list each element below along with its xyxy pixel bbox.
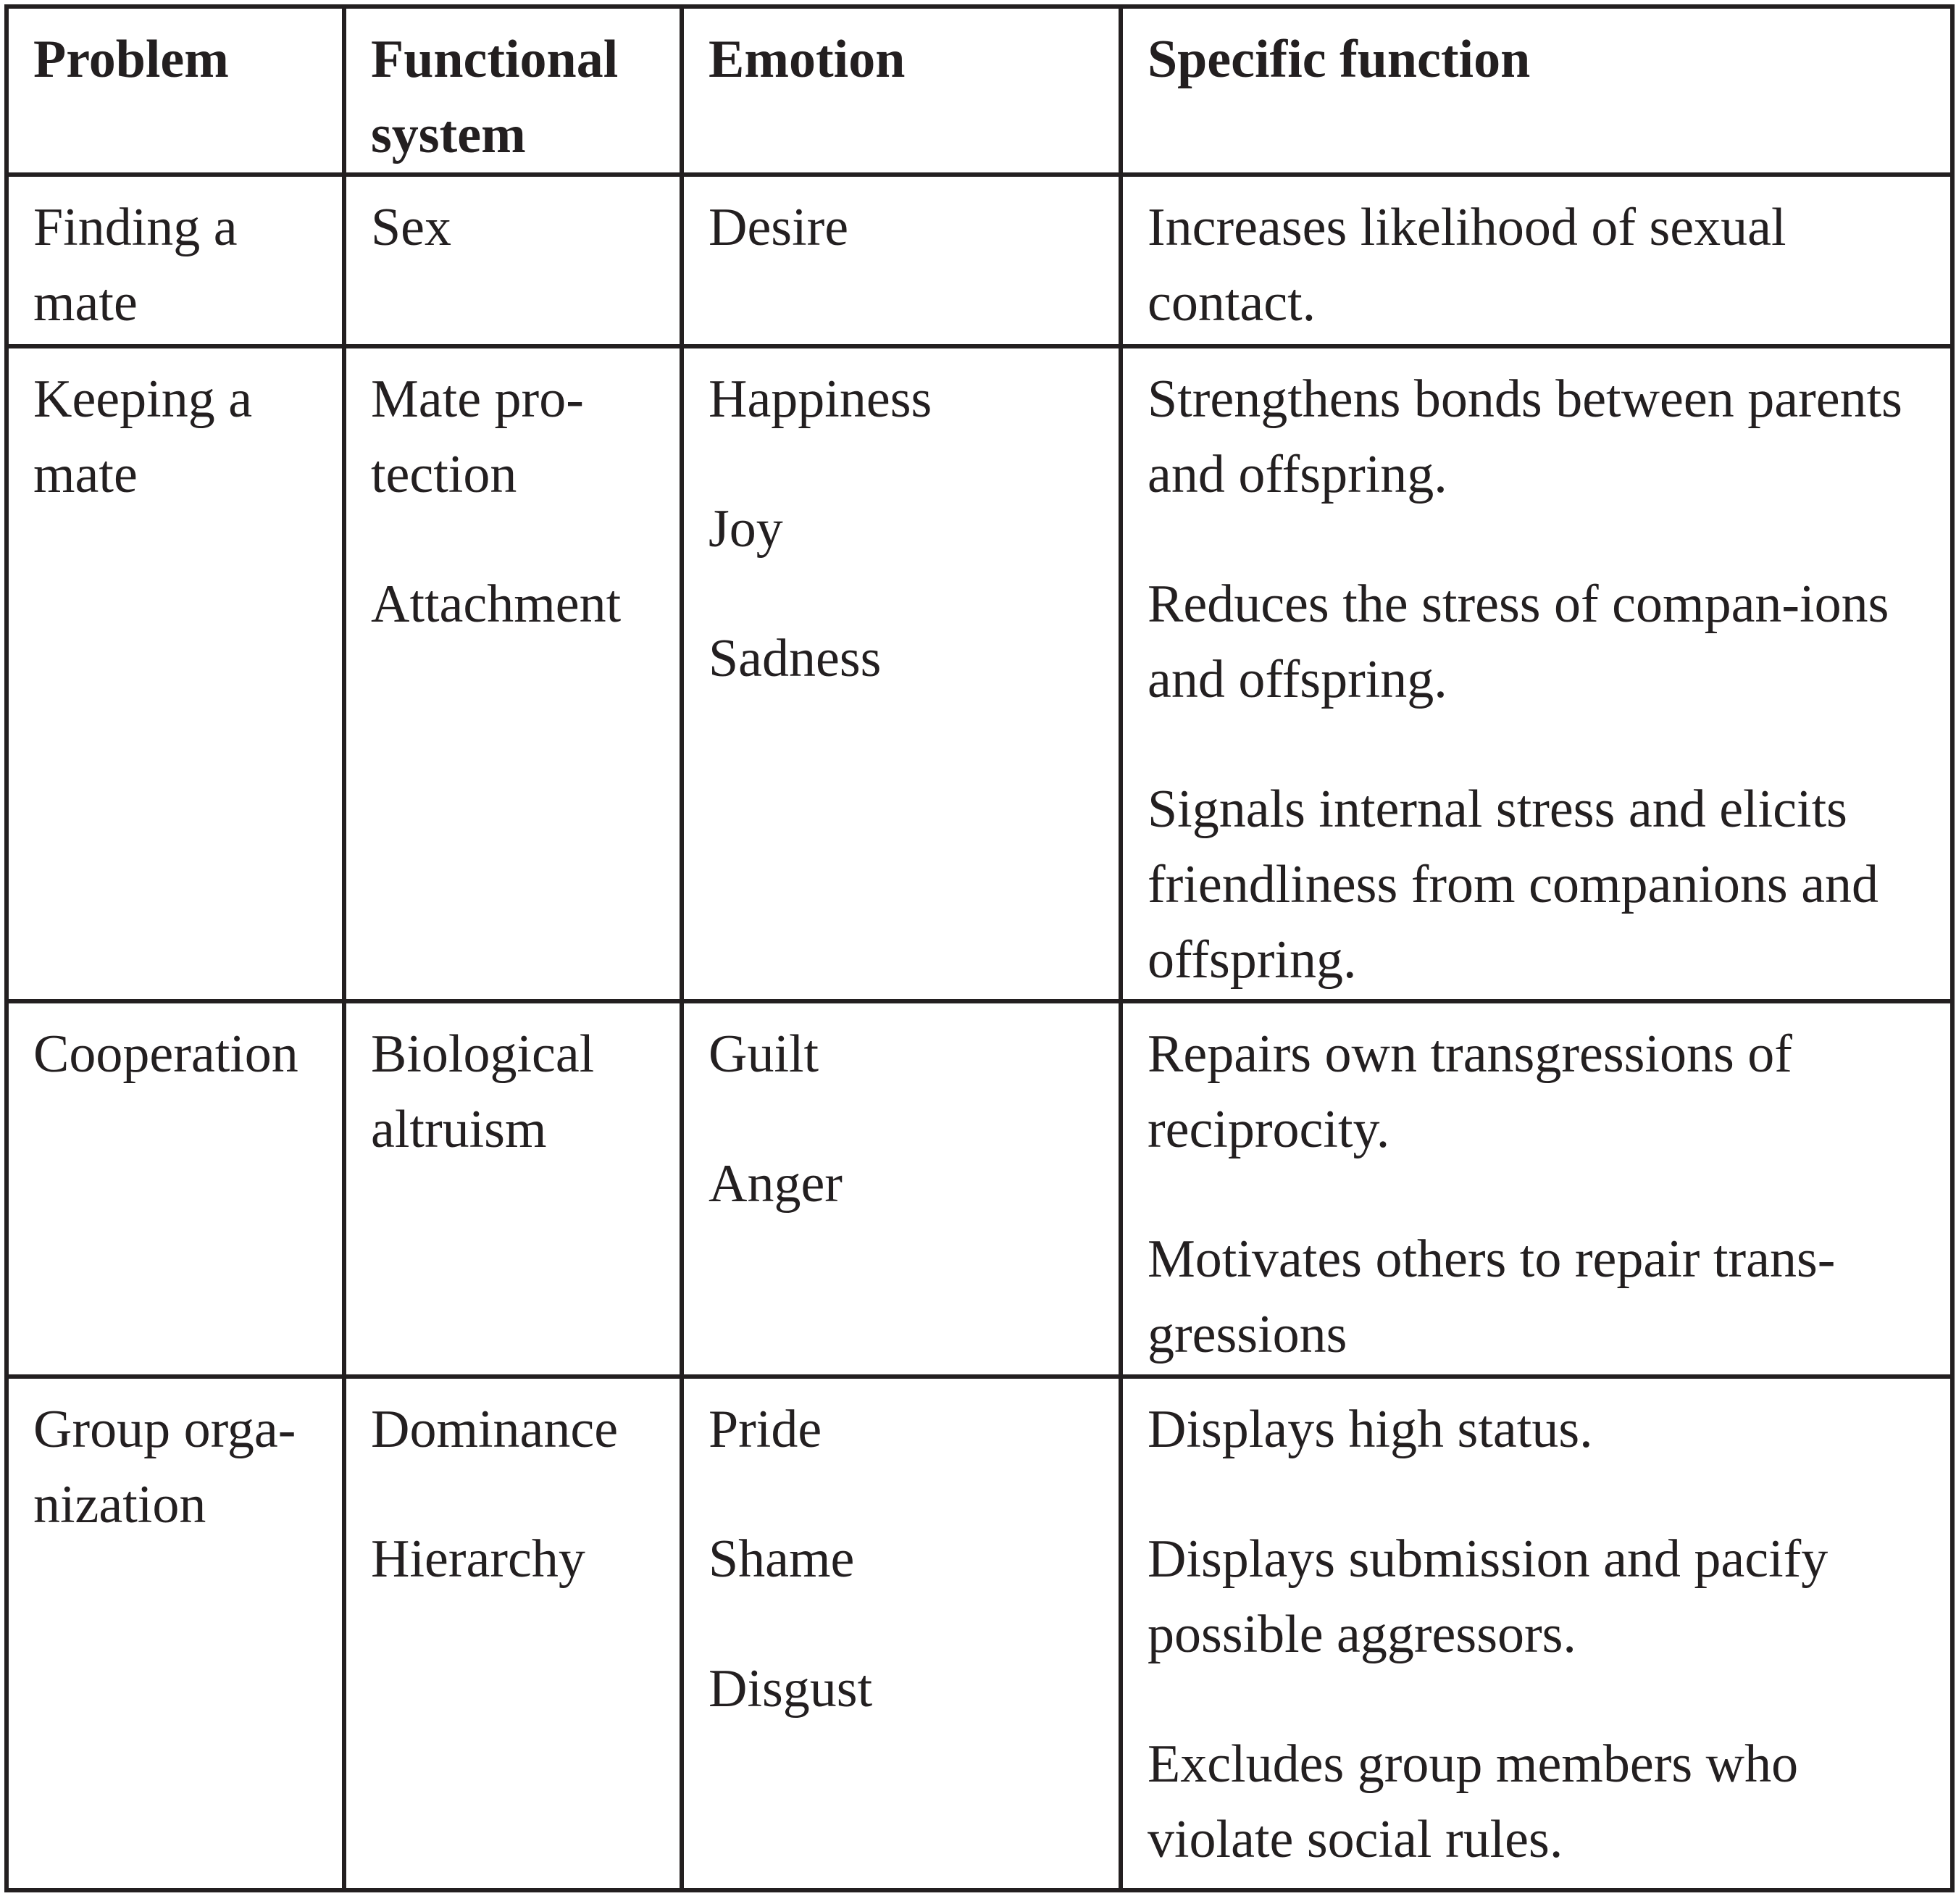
function-item: Displays high status.: [1148, 1400, 1593, 1459]
function-item: Increases likelihood of sexual contact.: [1148, 198, 1786, 333]
function-cell: [1121, 346, 1952, 1001]
function-item: Strengthens bonds between parents and offspring.: [1148, 369, 1902, 504]
function-cell: [1121, 1377, 1952, 1890]
table-header-row: [7, 7, 1952, 175]
problem-cell: Cooperation: [7, 1001, 344, 1377]
system-cell: [344, 1377, 682, 1890]
table-row: [7, 175, 1952, 346]
system-item: Sex: [371, 198, 451, 257]
emotion-cell: [682, 1377, 1121, 1890]
system-cell: [344, 346, 682, 1001]
problem-cell: Group orga-nization: [7, 1377, 344, 1890]
emotion-item: Sadness: [709, 629, 882, 688]
table-row: [7, 346, 1952, 1001]
system-cell: [344, 175, 682, 346]
header-specific-function: Specific function: [1121, 7, 1952, 175]
emotion-item: Shame: [709, 1529, 855, 1589]
table-row: [7, 1377, 1952, 1890]
function-item: Motivates others to repair trans-gressions: [1148, 1229, 1836, 1364]
function-item: Excludes group members who violate social rules.: [1148, 1734, 1799, 1869]
function-item: Reduces the stress of compan-ions and offspring.: [1148, 575, 1889, 709]
function-cell: [1121, 1001, 1952, 1377]
function-item: Displays submission and pacify possible aggressors.: [1148, 1529, 1828, 1664]
system-item: Biological altruism: [371, 1024, 595, 1159]
emotion-item: Anger: [709, 1154, 843, 1214]
problem-cell: Keeping a mate: [7, 346, 344, 1001]
system-cell: [344, 1001, 682, 1377]
system-item: Hierarchy: [371, 1529, 585, 1589]
header-problem: Problem: [7, 7, 344, 175]
emotions-function-table: [4, 4, 1955, 1892]
emotion-cell: [682, 175, 1121, 346]
table-row: [7, 1001, 1952, 1377]
emotion-item: Pride: [709, 1400, 822, 1459]
emotion-cell: [682, 1001, 1121, 1377]
header-emotion: Emotion: [682, 7, 1121, 175]
emotion-cell: [682, 346, 1121, 1001]
function-cell: [1121, 175, 1952, 346]
emotion-item: Disgust: [709, 1659, 873, 1719]
function-item: Signals internal stress and elicits friendliness from companions and offspring.: [1148, 780, 1879, 990]
header-functional-system: Functional system: [344, 7, 682, 175]
emotion-item: Joy: [709, 499, 783, 559]
system-item: Dominance: [371, 1400, 619, 1459]
emotion-item: Guilt: [709, 1024, 819, 1084]
system-item: Mate pro-tection: [371, 369, 584, 504]
emotion-item: Desire: [709, 198, 849, 257]
emotion-item: Happiness: [709, 369, 932, 429]
function-item: Repairs own transgressions of reciprocity.: [1148, 1024, 1792, 1159]
system-item: Attachment: [371, 575, 622, 634]
problem-cell: Finding a mate: [7, 175, 344, 346]
